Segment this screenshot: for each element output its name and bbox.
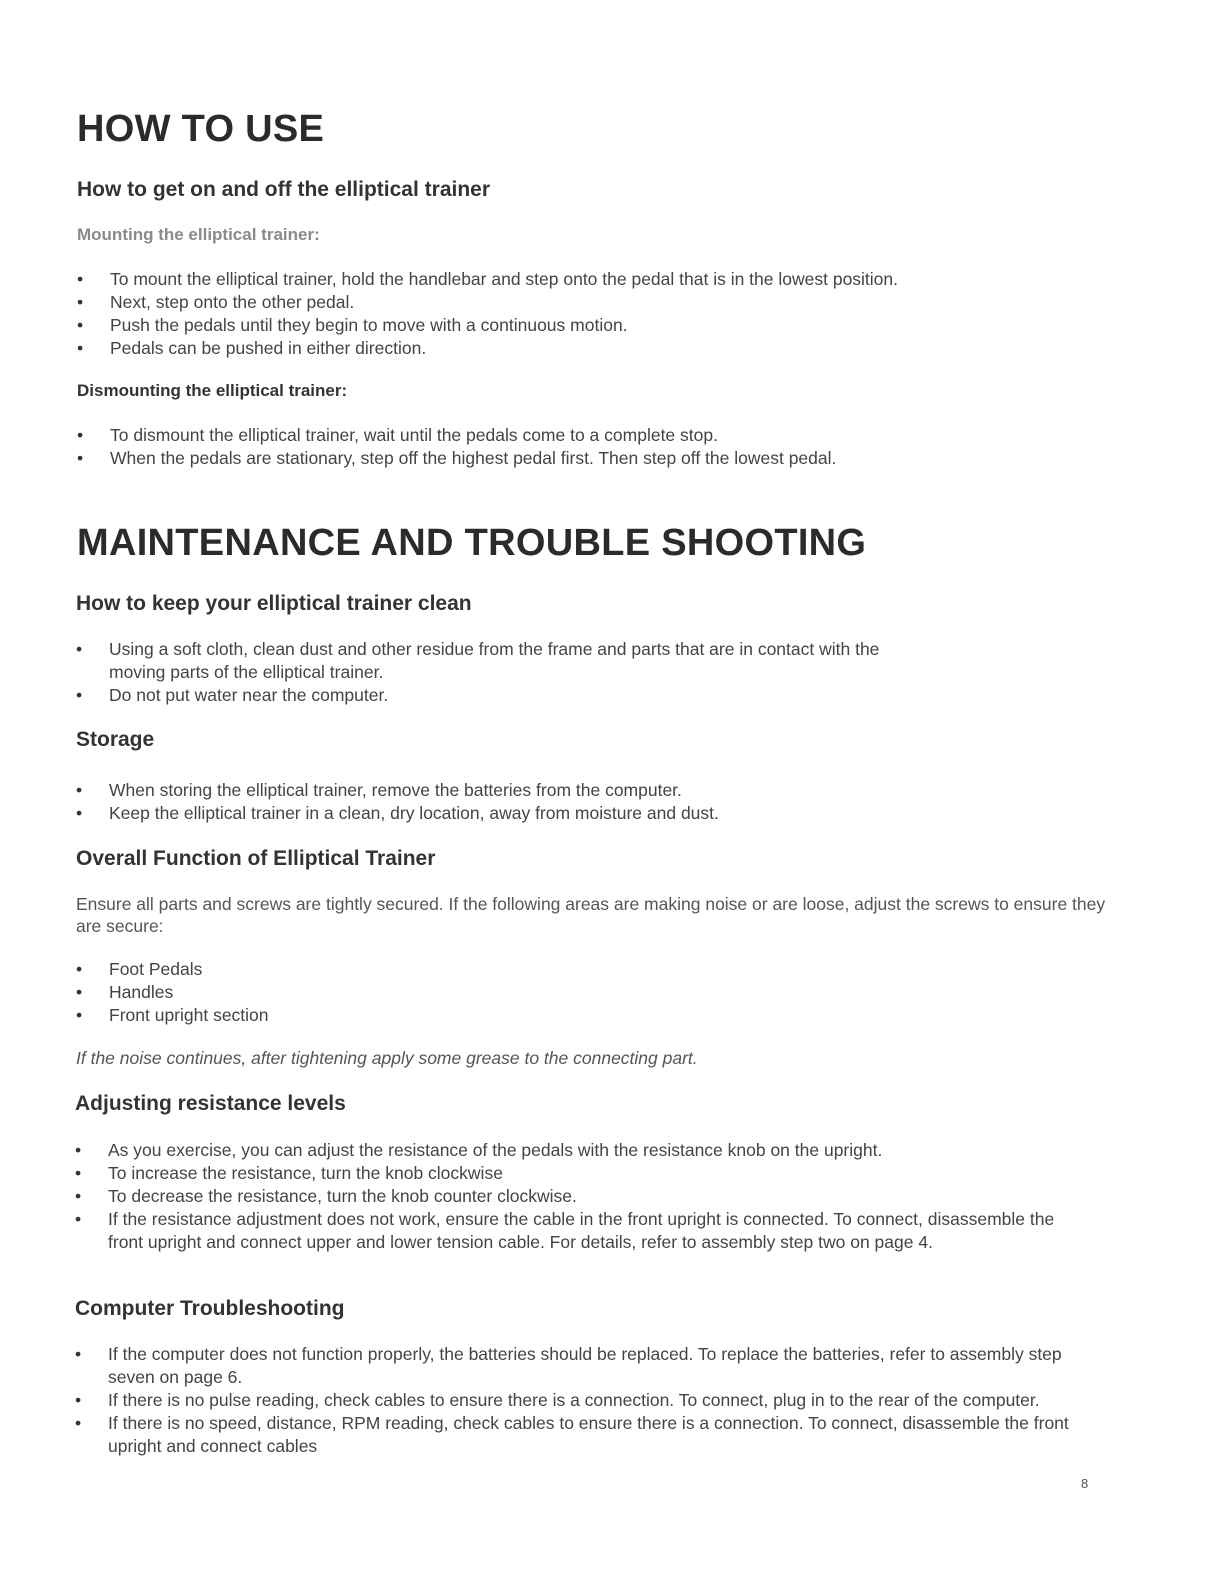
bullet-icon: • <box>76 780 83 800</box>
list-item: • If there is no speed, distance, RPM reading, check cables to ensure there is a connection. To connect, disassemble the front upright and connect cables <box>75 1413 1069 1456</box>
bullet-icon: • <box>75 1163 82 1183</box>
bullet-icon: • <box>77 338 84 358</box>
mounting-list <box>77 268 1077 360</box>
how-to-use-title: HOW TO USE <box>77 108 325 150</box>
list-item: • Front upright section <box>76 1005 269 1025</box>
bullet-icon: • <box>77 315 84 335</box>
list-item: • Foot Pedals <box>76 959 203 979</box>
list-item: • Using a soft cloth, clean dust and other residue from the frame and parts that are in contact with the moving parts of the elliptical trainer. <box>76 639 880 682</box>
bullet-icon: • <box>75 1390 82 1410</box>
list-item: • If the resistance adjustment does not work, ensure the cable in the front upright is connected. To connect, disassemble the front upright and connect upper and lower tension cable. For details, refer to assembly step two on page 4. <box>75 1209 1055 1252</box>
bullet-icon: • <box>77 425 84 445</box>
bullet-icon: • <box>75 1344 82 1364</box>
list-item: • To decrease the resistance, turn the knob counter clockwise. <box>75 1186 577 1206</box>
list-item: • When storing the elliptical trainer, remove the batteries from the computer. <box>76 780 682 800</box>
list-item: • When the pedals are stationary, step off the highest pedal first. Then step off the lowest pedal. <box>77 448 837 468</box>
list-item: • Push the pedals until they begin to move with a continuous motion. <box>77 315 628 335</box>
bullet-icon: • <box>76 803 83 823</box>
list-item: • As you exercise, you can adjust the resistance of the pedals with the resistance knob on the upright. <box>75 1140 883 1160</box>
get-on-off-subtitle: How to get on and off the elliptical trainer <box>77 178 491 201</box>
bullet-icon: • <box>76 982 83 1002</box>
dismounting-list <box>77 424 1077 470</box>
bullet-icon: • <box>75 1209 82 1229</box>
list-item: • Do not put water near the computer. <box>76 685 389 705</box>
bullet-icon: • <box>77 269 84 289</box>
list-item: • To dismount the elliptical trainer, wait until the pedals come to a complete stop. <box>77 425 718 445</box>
computer-heading: Computer Troubleshooting <box>75 1297 345 1320</box>
clean-list <box>76 638 936 707</box>
overall-list <box>76 958 676 1027</box>
bullet-icon: • <box>75 1140 82 1160</box>
computer-list <box>75 1343 1085 1458</box>
bullet-icon: • <box>76 685 83 705</box>
maintenance-title: MAINTENANCE AND TROUBLE SHOOTING <box>77 522 867 564</box>
overall-paragraph: Ensure all parts and screws are tightly secured. If the following areas are making noise or are loose, adjust the screws to ensure they are secure: <box>76 894 1106 936</box>
bullet-icon: • <box>76 639 83 659</box>
storage-heading: Storage <box>76 728 155 751</box>
list-item: • To increase the resistance, turn the knob clockwise <box>75 1163 503 1183</box>
clean-heading: How to keep your elliptical trainer clean <box>76 592 472 615</box>
storage-list <box>76 779 1076 825</box>
list-item: • Pedals can be pushed in either direction. <box>77 338 427 358</box>
page-number: 8 <box>1081 1476 1089 1491</box>
list-item: • If there is no pulse reading, check cables to ensure there is a connection. To connect, plug in to the rear of the computer. <box>75 1390 1040 1410</box>
overall-heading: Overall Function of Elliptical Trainer <box>76 847 436 870</box>
noise-note: If the noise continues, after tightening apply some grease to the connecting part. <box>76 1048 698 1068</box>
list-item: • Keep the elliptical trainer in a clean, dry location, away from moisture and dust. <box>76 803 719 823</box>
bullet-icon: • <box>76 1005 83 1025</box>
mounting-heading: Mounting the elliptical trainer: <box>77 225 320 244</box>
bullet-icon: • <box>75 1186 82 1206</box>
list-item: • To mount the elliptical trainer, hold the handlebar and step onto the pedal that is in the lowest position. <box>77 269 899 289</box>
list-item: • Next, step onto the other pedal. <box>77 292 355 312</box>
list-item: • Handles <box>76 982 174 1002</box>
bullet-icon: • <box>76 959 83 979</box>
resistance-heading: Adjusting resistance levels <box>75 1092 346 1115</box>
resistance-list <box>75 1139 1085 1254</box>
list-item: • If the computer does not function properly, the batteries should be replaced. To replace the batteries, refer to assembly step seven on page 6. <box>75 1344 1062 1387</box>
bullet-icon: • <box>77 448 84 468</box>
dismounting-heading: Dismounting the elliptical trainer: <box>77 381 348 400</box>
bullet-icon: • <box>75 1413 82 1433</box>
bullet-icon: • <box>77 292 84 312</box>
